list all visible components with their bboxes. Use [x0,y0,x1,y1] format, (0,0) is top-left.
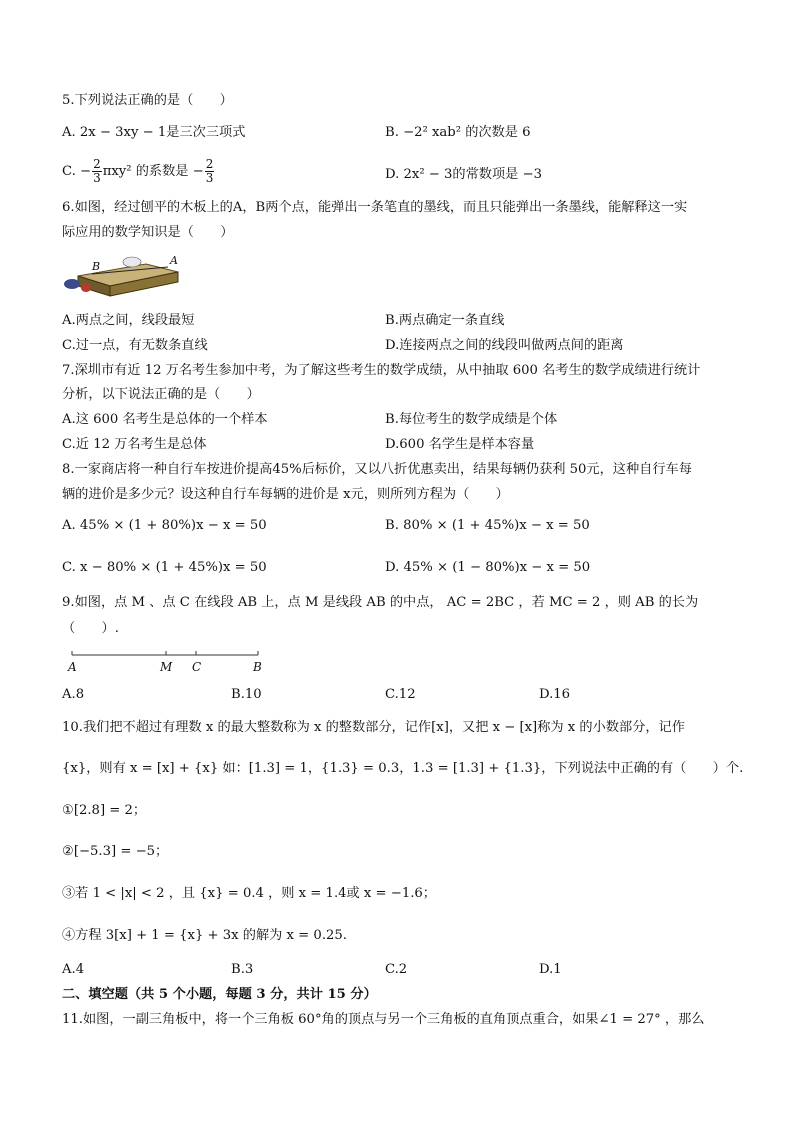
q8-option-c: C. x − 80% × (1 + 45%)x = 50 [62,560,267,575]
q5-stem: 5.下列说法正确的是（ ） [62,93,233,108]
q5-option-c-mid: πxy² 的系数是 − [102,164,204,179]
q10-statement-2: ②[−5.3] = −5； [62,844,169,859]
q5-option-d: D. 2x² − 3的常数项是 −3 [385,167,542,182]
q7-option-b: B.每位考生的数学成绩是个体 [385,412,558,427]
fraction-numerator: 2 [205,157,214,171]
q5-option-c-fraction-2 [205,158,215,185]
q7-stem-line2: 分析，以下说法正确的是（ ） [62,387,260,402]
q10-stem-line2: {x}，则有 x = [x] + {x} 如：[1.3] = 1，{1.3} = 0.3，1.3 = [1.3] + {1.3}，下列说法中正确的有（ ）个. [62,761,744,776]
q10-statement-1: ①[2.8] = 2； [62,803,147,818]
q10-option-d: D.1 [539,962,562,977]
q5-option-a: A. 2x − 3xy − 1是三次三项式 [62,125,246,140]
q7-option-c: C.近 12 万名考生是总体 [62,437,207,452]
fraction-denominator: 3 [205,171,214,185]
point-label-c: C [192,660,202,674]
q5-option-c-fraction-1 [92,158,102,185]
q9-stem-line2: （ ）. [62,621,119,636]
q6-option-c: C.过一点，有无数条直线 [62,338,208,353]
q10-stem-line1: 10.我们把不超过有理数 x 的最大整数称为 x 的整数部分，记作[x]，又把 x − [x]称为 x 的小数部分，记作 [62,720,685,735]
q10-option-a: A.4 [62,962,85,977]
q6-option-d: D.连接两点之间的线段叫做两点间的距离 [385,338,624,353]
q8-option-b: B. 80% × (1 + 45%)x − x = 50 [385,518,590,533]
q10-statement-3: ③若 1 < |x| < 2 ，且 {x} = 0.4 ，则 x = 1.4或 x = −1.6； [62,886,436,901]
q7-stem-line1: 7.深圳市有近 12 万名考生参加中考，为了解这些考生的数学成绩，从中抽取 600 名考生的数学成绩进行统计 [62,363,701,378]
q6-stem-line1: 6.如图，经过刨平的木板上的A，B两个点，能弹出一条笔直的墨线，而且只能弹出一条墨线，能解释这一实 [62,200,688,215]
q6-option-a: A.两点之间，线段最短 [62,313,195,328]
left-hand-icon [64,279,80,289]
q9-stem-line1: 9.如图，点 M 、点 C 在线段 AB 上，点 M 是线段 AB 的中点， AC = 2BC ，若 MC = 2 ，则 AB 的长为 [62,595,699,610]
q6-plank-figure [60,250,190,302]
q9-option-d: D.16 [539,687,571,702]
q8-stem-line1: 8.一家商店将一种自行车按进价提高45%后标价，又以八折优惠卖出，结果每辆仍获利 50元，这种自行车每 [62,462,692,477]
q10-option-c: C.2 [385,962,408,977]
point-label-m: M [160,660,173,674]
q9-option-c: C.12 [385,687,416,702]
plank-label-a: A [170,254,178,267]
q5-option-c [62,158,215,185]
fraction-denominator: 3 [93,171,101,185]
q7-option-a: A.这 600 名考生是总体的一个样本 [62,412,268,427]
q6-stem-line2: 际应用的数学知识是（ ） [62,225,234,240]
fraction-numerator: 2 [93,157,101,171]
q5-option-b: B. −2² xab² 的次数是 6 [385,125,531,140]
q7-option-d: D.600 名学生是样本容量 [385,437,535,452]
ink-box-icon [81,284,91,292]
q8-stem-line2: 辆的进价是多少元？设这种自行车每辆的进价是 x元，则所列方程为（ ） [62,487,509,502]
q10-option-b: B.3 [231,962,254,977]
q8-option-d: D. 45% × (1 − 80%)x − x = 50 [385,560,591,575]
q10-statement-4: ④方程 3[x] + 1 = {x} + 3x 的解为 x = 0.25. [62,928,347,943]
q6-option-b: B.两点确定一条直线 [385,313,505,328]
section-2-title: 二、填空题（共 5 个小题，每题 3 分，共计 15 分） [62,987,377,1002]
q9-segment-figure [62,646,272,676]
right-hand-icon [123,257,141,267]
point-label-a: A [68,660,77,674]
q9-option-a: A.8 [62,687,85,702]
q5-option-c-prefix: C. − [62,164,92,179]
point-label-b: B [253,660,262,674]
q9-option-b: B.10 [231,687,262,702]
plank-label-b: B [92,260,101,273]
q11-stem-line1: 11.如图，一副三角板中，将一个三角板 60°角的顶点与另一个三角板的直角顶点重合，如果∠1 = 27° ，那么 [62,1012,705,1027]
q8-option-a: A. 45% × (1 + 80%)x − x = 50 [62,518,267,533]
